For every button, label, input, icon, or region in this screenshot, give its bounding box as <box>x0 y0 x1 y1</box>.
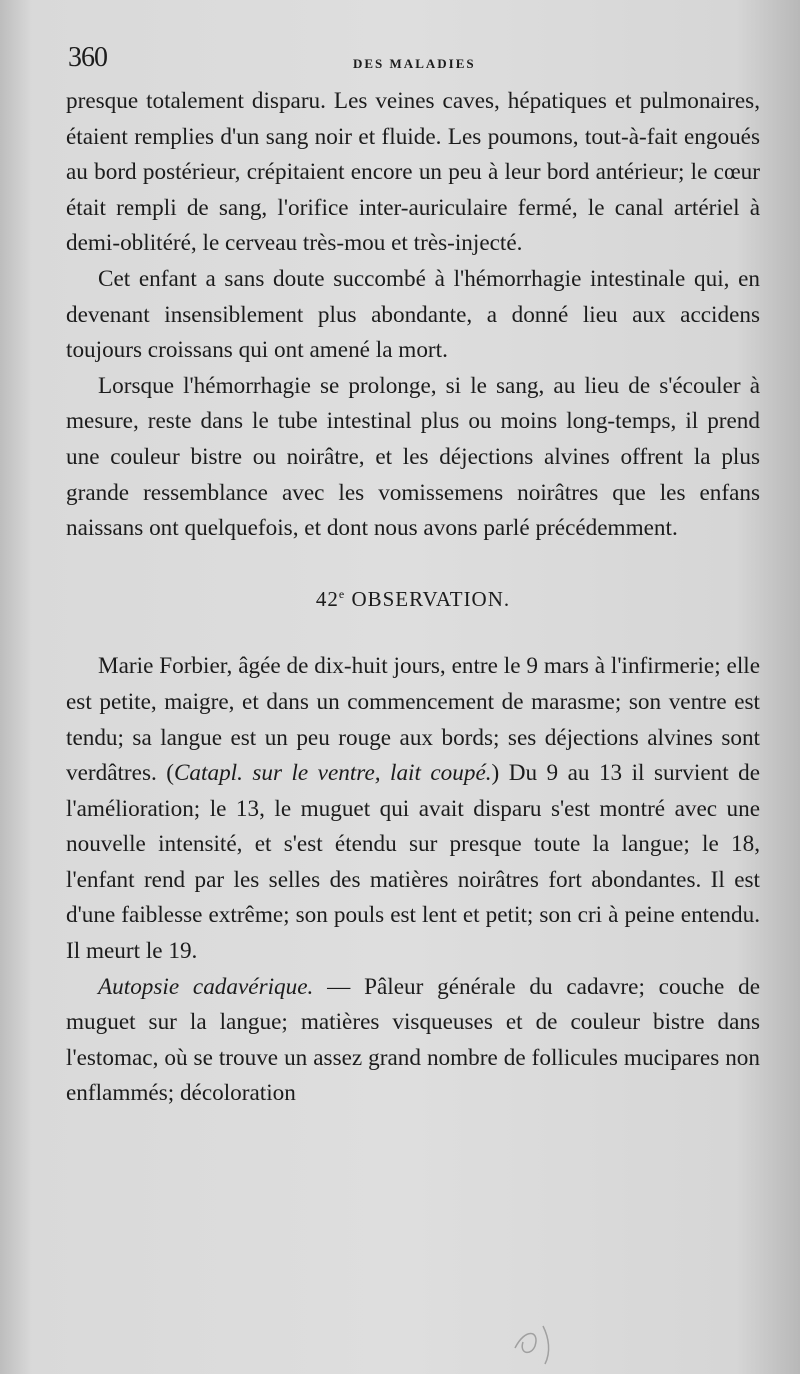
autopsy-text: — Pâleur générale du cadavre; couche de muguet sur la langue; matières visqueuses et de couleur bistre dans l'estomac, où se trouve un assez grand nombre de follicules mucipares non enflammés; décoloration <box>66 973 760 1107</box>
observation-text-start: Marie Forbier, âgée de dix-huit jours, entre le 9 mars à l'infirmerie; elle est petite, maigre, et dans un commencement de marasme; son ventre est tendu; sa langue est un peu rouge aux bords; ses déjections alvines sont verdâtres. ( <box>66 653 760 787</box>
paragraph-observation <box>66 649 760 969</box>
heading-text: OBSERVATION. <box>351 586 511 611</box>
paragraph-hemorrhage: Lorsque l'hémorrhagie se prolonge, si le sang, au lieu de s'écouler à mesure, reste dans le tube intestinal plus ou moins long-temps, il prend une couleur bistre ou noirâtre, et les déjections alvines offrent la plus grande ressemblance avec les vomissemens noirâtres que les enfans naissans ont quelquefois, et dont nous avons parlé précédemment. <box>66 372 760 542</box>
paragraph-autopsy <box>66 970 760 1112</box>
paragraph-continuation: presque totalement disparu. Les veines caves, hépatiques et pulmonaires, étaient remplies d'un sang noir et fluide. Les poumons, tout-à-fait engoués au bord postérieur, crépitaient encore un peu à leur bord antérieur; le cœur était rempli de sang, l'orifice inter-auriculaire fermé, le canal artériel à demi-oblitéré, le cerveau très-mou et très-injecté. <box>66 88 760 257</box>
paragraph-conclusion: Cet enfant a sans doute succombé à l'hémorrhagie intestinale qui, en devenant insensiblement plus abondante, a donné lieu aux accidens toujours croissans qui ont amené la mort. <box>66 265 760 364</box>
observation-heading <box>66 577 760 618</box>
heading-suffix: e <box>338 586 346 601</box>
autopsy-label: Autopsie cadavérique. <box>98 973 314 1000</box>
pencil-mark <box>505 1318 565 1368</box>
page-body <box>66 84 760 1112</box>
treatment-note: Catapl. sur le ventre, lait coupé. <box>173 760 492 787</box>
page-header <box>68 42 760 82</box>
observation-text-end: ) Du 9 au 13 il survient de l'amélioration; le 13, le muguet qui avait disparu s'est montré avec une nouvelle intensité, et s'est étendu sur presque toute la langue; le 18, l'enfant rend par les selles des matières noirâtres fort abondantes. Il est d'une faiblesse extrême; son pouls est lent et petit; son cri à peine entendu. Il meurt le 19. <box>66 760 760 965</box>
heading-number: 42 <box>315 586 339 611</box>
page-number: 360 <box>68 42 107 73</box>
running-head: DES MALADIES <box>353 56 476 71</box>
